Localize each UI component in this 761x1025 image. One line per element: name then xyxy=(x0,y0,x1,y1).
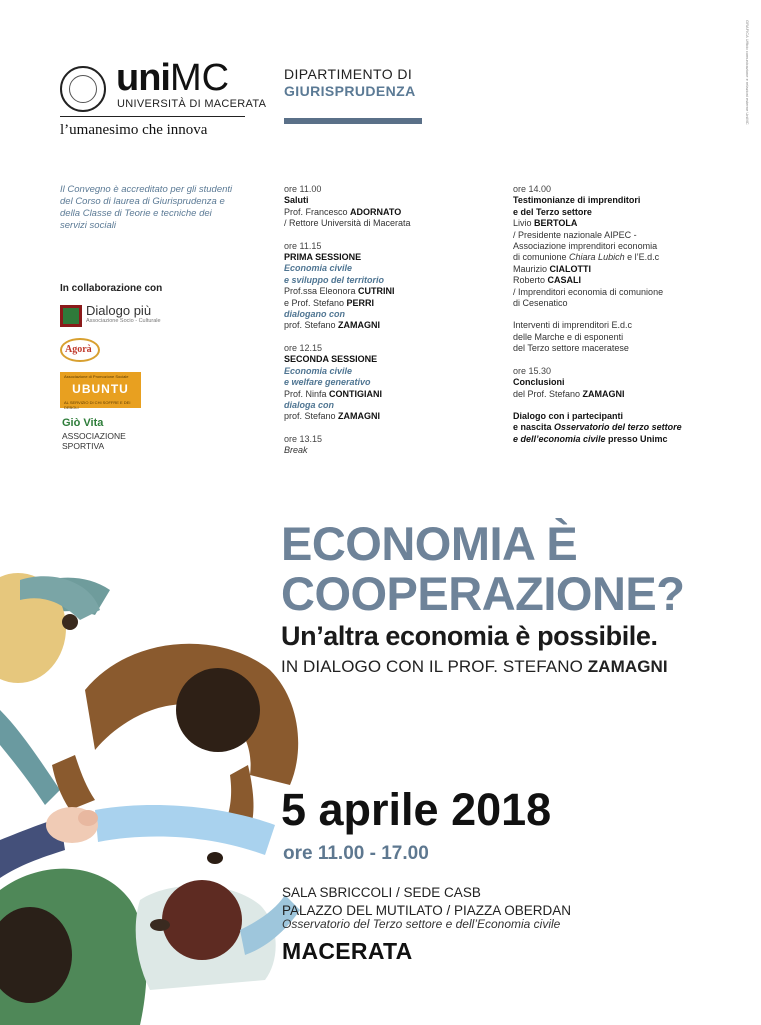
session-theme: e welfare generativo xyxy=(284,377,371,388)
session-time: ore 12.15 xyxy=(284,342,323,353)
divider xyxy=(60,116,245,117)
session-title: Testimonianze di imprenditori xyxy=(513,195,641,206)
session-time: ore 13.15 xyxy=(284,433,323,444)
session-time: ore 15.30 xyxy=(513,365,552,376)
side-credit: GRAFICA Ufficio comunicazione e relazioni esterne UniMC xyxy=(745,20,750,125)
department-label: DIPARTIMENTO DI xyxy=(284,66,413,82)
speaker-role: di Cesenatico xyxy=(513,298,568,309)
program-note: del Terzo settore maceratese xyxy=(513,343,629,354)
session-theme: Economia civile xyxy=(284,263,353,274)
event-title-line1: ECONOMIA È xyxy=(281,517,578,570)
dialogo-logo-sub: Associazione Socio - Culturale xyxy=(86,318,161,324)
ubuntu-logo-text: UBUNTU xyxy=(72,382,129,396)
giovita-sub-line2: SPORTIVA xyxy=(62,441,105,451)
ubuntu-logo xyxy=(60,372,141,408)
collaboration-title: In collaborazione con xyxy=(60,283,163,294)
speaker-line: Maurizio CIALOTTI xyxy=(513,263,592,274)
speaker-role: / Rettore Università di Macerata xyxy=(284,218,411,229)
session-title: SECONDA SESSIONE xyxy=(284,354,378,365)
department-bar xyxy=(284,118,422,124)
session-title: Saluti xyxy=(284,195,309,206)
speaker-line: del Prof. Stefano ZAMAGNI xyxy=(513,388,625,399)
speaker-role: / Presidente nazionale AIPEC - xyxy=(513,229,637,240)
giovita-sub xyxy=(62,431,152,451)
session-title: PRIMA SESSIONE xyxy=(284,252,362,263)
speaker-line: Prof.ssa Eleonora CUTRINI xyxy=(284,286,395,297)
ubuntu-logo-bottom: AL SERVIZIO DI CHI SOFFRE E DEI DEBOLI xyxy=(64,400,131,410)
speaker-line: Livio BERTOLA xyxy=(513,218,578,229)
event-hours: ore 11.00 - 17.00 xyxy=(283,843,429,864)
dialog-label: dialoga con xyxy=(284,399,335,410)
dialog-label: dialogano con xyxy=(284,309,346,320)
closing-line: e nascita Osservatorio del terzo settore xyxy=(513,422,682,433)
ubuntu-logo-top: Associazione di Promozione Sociale xyxy=(64,374,129,379)
closing-line: Dialogo con i partecipanti xyxy=(513,410,624,421)
event-subtitle: Un’altra economia è possibile. xyxy=(281,621,658,651)
speaker-line: Roberto CASALI xyxy=(513,275,582,286)
university-seal-logo xyxy=(60,66,106,112)
hands-circle-illustration xyxy=(0,560,320,1025)
session-time: ore 14.00 xyxy=(513,184,552,194)
session-time: ore 11.00 xyxy=(284,184,322,194)
event-city: MACERATA xyxy=(282,938,413,964)
event-dialog-line: IN DIALOGO CON IL PROF. STEFANO ZAMAGNI xyxy=(281,657,668,676)
giovita-logo: Giò Vita xyxy=(62,417,104,429)
program-afternoon xyxy=(513,184,723,445)
venue-line1: SALA SBRICCOLI / SEDE CASB xyxy=(282,885,481,900)
speaker-role: / Imprenditori economia di comunione xyxy=(513,286,664,297)
event-title-line2: COOPERAZIONE? xyxy=(281,567,685,620)
dialogo-piu-logo xyxy=(60,303,165,329)
program-morning xyxy=(284,184,484,457)
session-title: Break xyxy=(284,445,308,456)
event-organizer: Osservatorio del Terzo settore e dell’Economia civile xyxy=(282,917,561,931)
session-title: e del Terzo settore xyxy=(513,206,592,217)
accreditation-note: Il Convegno è accreditato per gli studenti del Corso di laurea di Giurisprudenza e della Classe di Teorie e tecniche dei servizi sociali xyxy=(60,184,233,231)
agora-logo xyxy=(60,338,102,364)
event-date: 5 aprile 2018 xyxy=(281,784,552,835)
department-name: GIURISPRUDENZA xyxy=(284,83,416,99)
dialogo-logo-icon xyxy=(60,305,82,327)
program-note: Interventi di imprenditori E.d.c xyxy=(513,320,633,331)
venue-line2: PALAZZO DEL MUTILATO / PIAZZA OBERDAN xyxy=(282,903,572,918)
session-time: ore 11.15 xyxy=(284,240,322,251)
slogan: l’umanesimo che innova xyxy=(60,122,208,138)
agora-logo-text: Agorà xyxy=(65,344,92,355)
program-note: delle Marche e di esponenti xyxy=(513,331,624,342)
session-theme: e sviluppo del territorio xyxy=(284,274,385,285)
session-theme: Economia civile xyxy=(284,365,353,376)
university-name: UNIVERSITÀ DI MACERATA xyxy=(117,98,267,110)
speaker-role: di comunione Chiara Lubich e l’E.d.c xyxy=(513,252,660,263)
speaker-line: prof. Stefano ZAMAGNI xyxy=(284,320,381,331)
speaker-line: Prof. Ninfa CONTIGIANI xyxy=(284,388,383,399)
unimc-logo: uniMC xyxy=(116,57,230,99)
speaker-line: Prof. Francesco ADORNATO xyxy=(284,206,402,217)
speaker-line: prof. Stefano ZAMAGNI xyxy=(284,411,381,422)
dialogo-logo-text: Dialogo più xyxy=(86,303,152,318)
speaker-line: e Prof. Stefano PERRI xyxy=(284,297,375,308)
event-venue xyxy=(282,884,481,902)
speaker-role: Associazione imprenditori economia xyxy=(513,241,658,252)
session-title: Conclusioni xyxy=(513,377,565,388)
closing-line: e dell’economia civile presso Unimc xyxy=(513,433,668,444)
giovita-sub-line1: ASSOCIAZIONE xyxy=(62,431,126,441)
